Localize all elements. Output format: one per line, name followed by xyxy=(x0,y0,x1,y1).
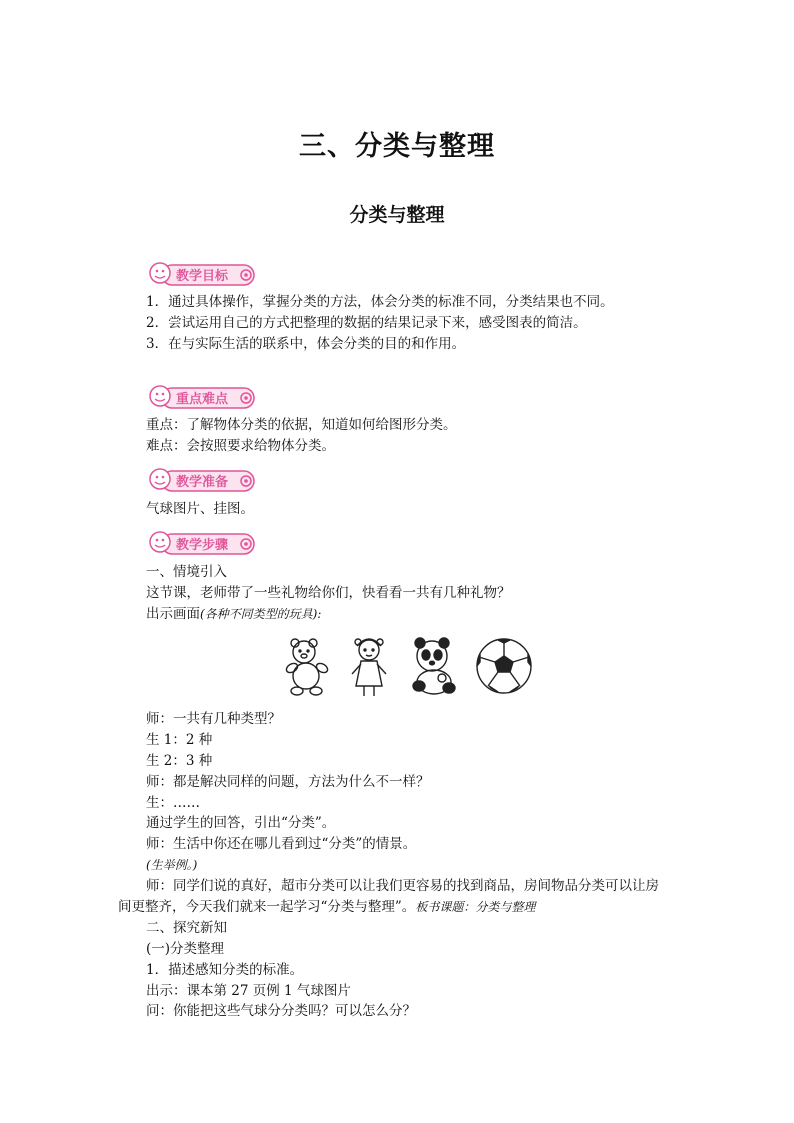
steps-badge xyxy=(146,528,260,558)
badge-label: 教学目标 xyxy=(175,269,229,284)
step-text-part: 出示画面 xyxy=(146,606,200,622)
lesson-subtitle: 分类与整理 xyxy=(349,204,445,226)
step-text: 生 2：3 种 xyxy=(146,753,213,769)
step-heading: 二、探究新知 xyxy=(146,920,227,936)
step-text: 1．描述感知分类的标准。 xyxy=(146,962,304,978)
objective-item: 2．尝试运用自己的方式把整理的数据的结果记录下来，感受图表的简洁。 xyxy=(146,315,587,331)
soccer-ball-icon xyxy=(477,639,531,693)
key-point: 重点：了解物体分类的依据，知道如何给图形分类。 xyxy=(146,417,457,433)
objective-item: 1．通过具体操作，掌握分类的方法，体会分类的标准不同，分类结果也不同。 xyxy=(146,294,614,310)
step-text-part: 间更整齐，今天我们就来一起学习“分类与整理”。 xyxy=(118,899,416,915)
badge-label: 教学步骤 xyxy=(175,538,229,553)
toy-pictures xyxy=(284,634,534,698)
badge-label: 教学准备 xyxy=(175,475,229,490)
teddy-bear-icon xyxy=(285,639,329,695)
page-title: 三、分类与整理 xyxy=(299,131,495,162)
step-text: 师：生活中你还在哪儿看到过“分类”的情景。 xyxy=(146,836,417,852)
step-text: 出示：课本第 27 页例 1 气球图片 xyxy=(146,983,351,999)
step-text xyxy=(146,604,321,624)
step-text: 通过学生的回答，引出“分类”。 xyxy=(146,815,336,831)
step-text: 师：都是解决同样的问题，方法为什么不一样？ xyxy=(146,774,430,790)
step-text: 生 1：2 种 xyxy=(146,732,213,748)
step-note: (生举例。) xyxy=(146,858,198,872)
preparation-text: 气球图片、挂图。 xyxy=(146,501,254,517)
preparation-badge xyxy=(146,465,260,495)
step-subheading: (一)分类整理 xyxy=(146,941,225,957)
step-heading: 一、情境引入 xyxy=(146,564,227,580)
step-text xyxy=(118,897,535,917)
blackboard-title: 板书课题：分类与整理 xyxy=(415,900,536,914)
difficult-point: 难点：会按照要求给物体分类。 xyxy=(146,438,335,454)
objectives-badge xyxy=(146,259,260,289)
step-text: 这节课，老师带了一些礼物给你们，快看看一共有几种礼物？ xyxy=(146,585,511,601)
objective-item: 3．在与实际生活的联系中，体会分类的目的和作用。 xyxy=(146,336,466,352)
doll-icon xyxy=(352,639,386,696)
step-text: 生：…… xyxy=(146,795,200,811)
step-text: 师：一共有几种类型？ xyxy=(146,711,281,727)
key-points-badge xyxy=(146,382,260,412)
panda-icon xyxy=(413,638,455,694)
step-text: 师：同学们说的真好，超市分类可以让我们更容易的找到商品，房间物品分类可以让房 xyxy=(146,878,659,894)
badge-label: 重点难点 xyxy=(175,392,229,407)
step-text: 问：你能把这些气球分分类吗？可以怎么分？ xyxy=(146,1003,416,1019)
step-note: (各种不同类型的玩具): xyxy=(200,607,322,621)
